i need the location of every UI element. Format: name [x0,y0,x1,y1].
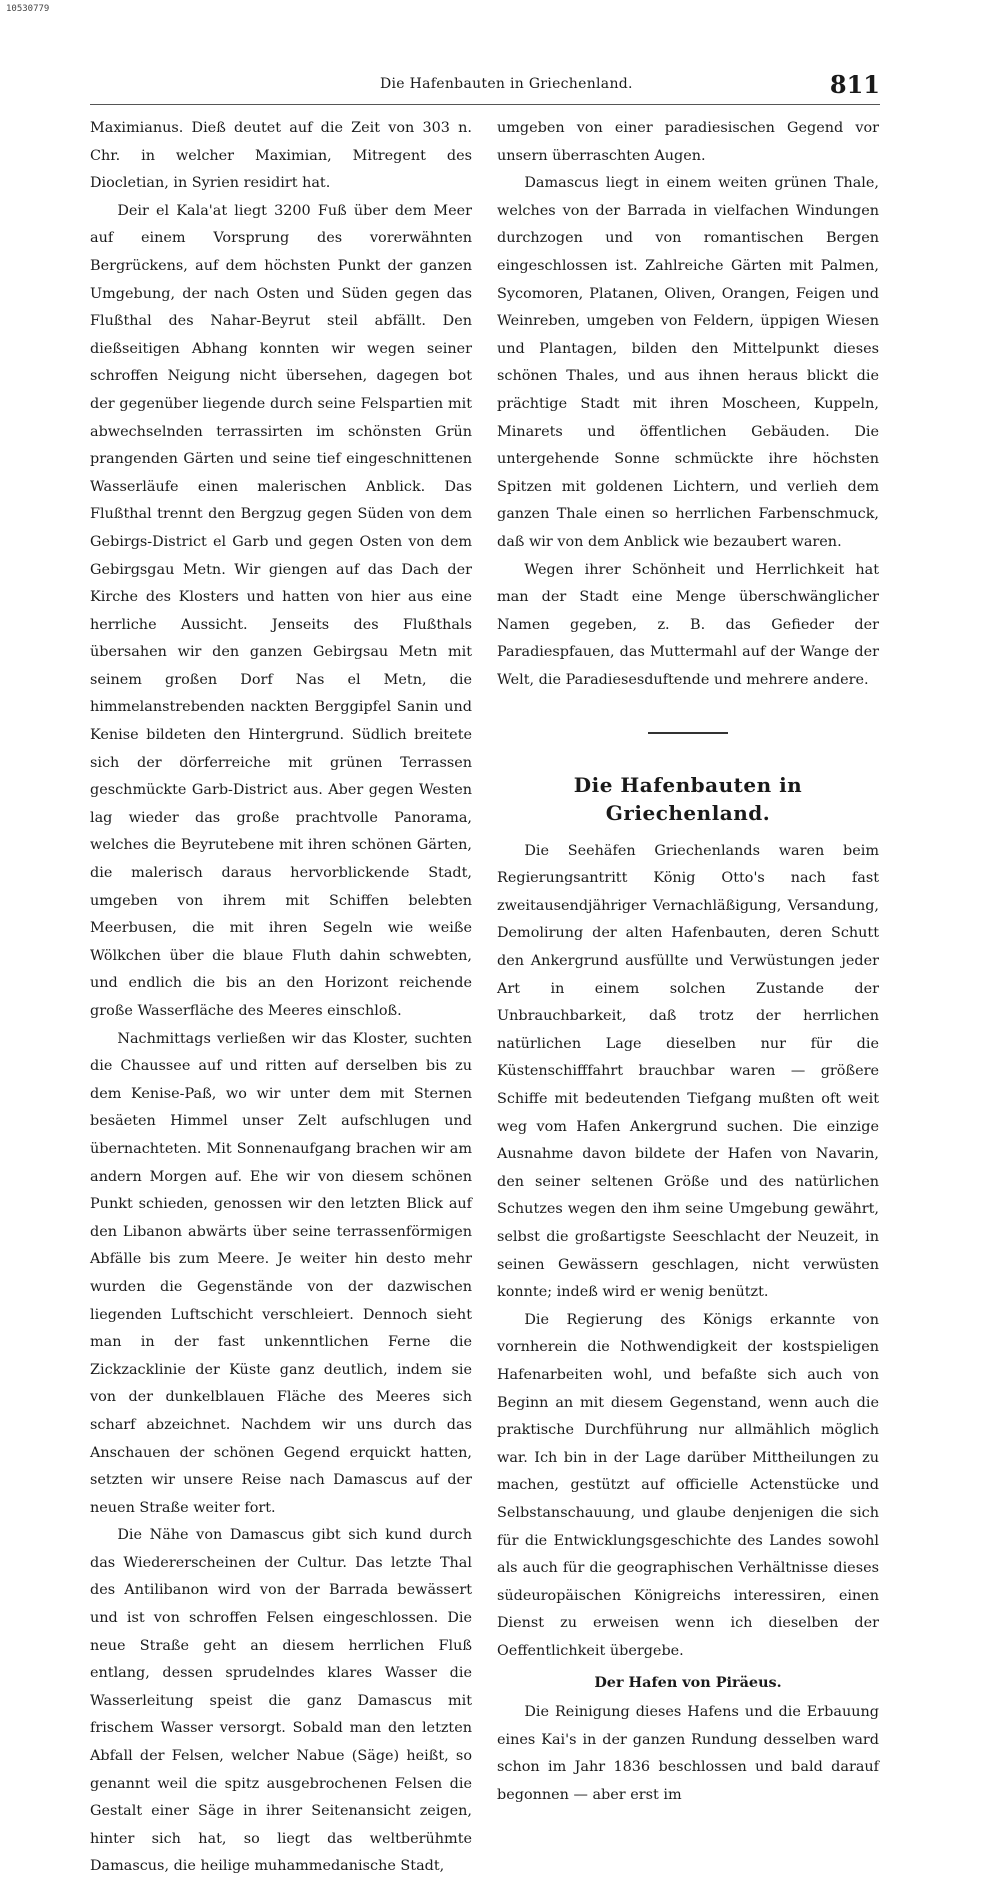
section-title: Die Hafenbauten in Griechenland. [573,773,803,826]
paragraph: Nachmittags verließen wir das Kloster, suchten die Chaussee auf und ritten auf derselben bis zu dem Kenise-Paß, wo wir unter dem mit Sternen besäeten Himmel unser Zelt aufschlugen und übernachteten. Mit Sonnenaufgang brachen wir am andern Morgen auf. Ehe wir von diesem schönen Punkt schieden, genossen wir den letzten Blick auf den Libanon abwärts über seine terrassenförmigen Abfälle bis zum Meere. Je weiter hin desto mehr wurden die Gegenstände von der dazwischen liegenden Luftschicht verschleiert. Dennoch sieht man in der fast unkenntlichen Ferne die Zickzacklinie der Küste ganz deutlich, indem sie von der dunkelblauen Fläche des Meeres sich scharf abzeichnet. Nachdem wir uns durch das Anschauen der schönen Gegend erquickt hatten, setzten wir unsere Reise nach Damascus auf der neuen Straße weiter fort. [90,1030,472,1516]
paragraph: Die Reinigung dieses Hafens und die Erbauung eines Kai's in der ganzen Rundung desselben ward schon im Jahr 1836 beschlossen und bald darauf begonnen — aber erst im [497,1704,879,1803]
subsection-title: Der Hafen von Piräeus. [594,1674,782,1692]
running-title: Die Hafenbauten in Griechenland. [380,76,633,92]
left-column [90,115,472,1881]
header-rule [90,104,880,105]
right-column [497,115,879,1809]
paragraph: Maximianus. Dieß deutet auf die Zeit von 303 n. Chr. in welcher Maximian, Mitregent des Diocletian, in Syrien residirt hat. [90,120,472,192]
paragraph: Die Nähe von Damascus gibt sich kund durch das Wiedererscheinen der Cultur. Das letzte Thal des Antilibanon wird von der Barrada bewässert und ist von schroffen Felsen eingeschlossen. Die neue Straße geht an diesem herrlichen Fluß entlang, dessen sprudelndes klares Wasser die Wasserleitung speist die ganz Damascus mit frischem Wasser versorgt. Sobald man den letzten Abfall der Felsen, welcher Nabue (Säge) heißt, so genannt weil die spitz ausgebrochenen Felsen die Gestalt einer Säge in ihrer Seitenansicht zeigen, hinter sich hat, so liegt das weltberühmte Damascus, die heilige muhammedanische Stadt, [90,1527,472,1875]
paragraph: Deir el Kala'at liegt 3200 Fuß über dem Meer auf einem Vorsprung des vorerwähnten Bergrückens, auf dem höchsten Punkt der ganzen Umgebung, der nach Osten und Süden gegen das Flußthal des Nahar-Beyrut steil abfällt. Den dießseitigen Abhang konnten wir wegen seiner schroffen Neigung nicht übersehen, dagegen bot der gegenüber liegende durch seine Felspartien mit abwechselnden terrassirten im schönsten Grün prangenden Gärten und seine tief eingeschnittenen Wasserläufe einen malerischen Anblick. Das Flußthal trennt den Bergzug gegen Süden von dem Gebirgs-District el Garb und gegen Osten von dem Gebirgsgau Metn. Wir giengen auf das Dach der Kirche des Klosters und hatten von hier aus eine herrliche Aussicht. Jenseits des Flußthals übersahen wir den ganzen Gebirgsau Metn mit seinem großen Dorf Nas el Metn, die himmelanstrebenden nackten Berggipfel Sanin und Kenise bildeten den Hintergrund. Südlich breitete sich der dörferreiche mit grünen Terrassen geschmückte Garb-District aus. Aber gegen Westen lag wieder das große prachtvolle Panorama, welches die Beyrutebene mit ihren schönen Gärten, die malerisch daraus hervorblickende Stadt, umgeben von ihrem mit Schiffen belebten Meerbusen, die mit ihren Segeln wie weiße Wölkchen über die blaue Fluth dahin schwebten, und endlich die bis an den Horizont reichende große Wasserfläche des Meeres einschloß. [90,202,472,1019]
paragraph: Wegen ihrer Schönheit und Herrlichkeit hat man der Stadt eine Menge überschwänglicher Namen gegeben, z. B. das Gefieder der Paradiespfauen, das Muttermahl auf der Wange der Welt, die Paradiesesduftende und mehrere andere. [497,561,879,688]
paragraph: Die Seehäfen Griechenlands waren beim Regierungsantritt König Otto's nach fast zweitausendjähriger Vernachläßigung, Versandung, Demolirung der alten Hafenbauten, deren Schutt den Ankergrund ausfüllte und Verwüstungen jeder Art in einem solchen Zustande der Unbrauchbarkeit, daß trotz der herrlichen natürlichen Lage dieselben nur für die Küstenschifffahrt brauchbar waren — größere Schiffe mit bedeutenden Tiefgang mußten oft weit weg vom Hafen Ankergrund suchen. Die einzige Ausnahme davon bildete der Hafen von Navarin, den seiner seltenen Größe und des natürlichen Schutzes wegen den ihm seine Umgebung gewährt, selbst die großartigste Seeschlacht der Neuzeit, in seinen Gewässern geschlagen, nicht verwüsten konnte; indeß wird er wenig benützt. [497,842,879,1301]
page-number: 811 [829,70,880,99]
page-id: 10530779 [6,4,50,14]
paragraph: Die Regierung des Königs erkannte von vornherein die Nothwendigkeit der kostspieligen Hafenarbeiten wohl, und befaßte sich auch von Beginn an mit diesem Gegenstand, wenn auch die praktische Durchführung nur allmählich möglich war. Ich bin in der Lage darüber Mittheilungen zu machen, gestützt auf officielle Actenstücke und Selbstanschauung, und glaube denjenigen die sich für die Entwicklungsgeschichte des Landes sowohl als auch für die geographischen Verhältnisse dieses südeuropäischen Königreichs interessiren, einen Dienst zu erweisen wenn ich dieselben der Oeffentlichkeit übergebe. [497,1311,879,1659]
paragraph: umgeben von einer paradiesischen Gegend vor unsern überraschten Augen. [497,120,879,164]
page-header [90,70,880,100]
section-divider [648,732,728,734]
paragraph: Damascus liegt in einem weiten grünen Thale, welches von der Barrada in vielfachen Windungen durchzogen und von romantischen Bergen eingeschlossen ist. Zahlreiche Gärten mit Palmen, Sycomoren, Platanen, Oliven, Orangen, Feigen und Weinreben, umgeben von Feldern, üppigen Wiesen und Plantagen, bilden den Mittelpunkt dieses schönen Thales, und aus ihnen heraus blickt die prächtige Stadt mit ihren Moscheen, Kuppeln, Minarets und öffentlichen Gebäuden. Die untergehende Sonne schmückte ihre höchsten Spitzen mit goldenen Lichtern, und verlieh dem ganzen Thale einen so herrlichen Farbenschmuck, daß wir von dem Anblick wie bezaubert waren. [497,175,879,550]
